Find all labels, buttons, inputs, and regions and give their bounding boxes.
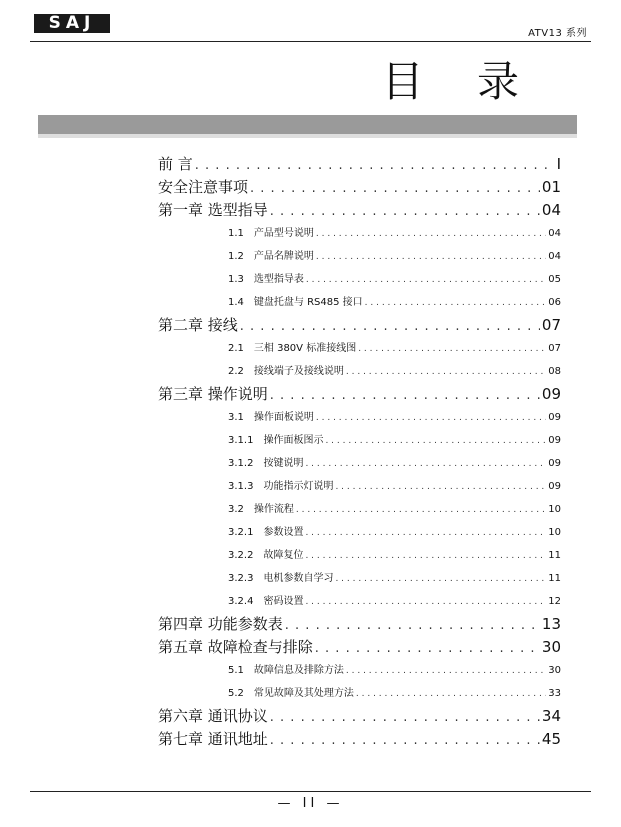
page-title: 目 录 bbox=[381, 57, 539, 106]
toc-entry-label: 第五章 故障检查与排除 bbox=[158, 638, 313, 656]
toc-section-number: 3.2.1 bbox=[228, 527, 254, 538]
toc-dot-leader bbox=[316, 223, 546, 245]
toc-entry-title bbox=[228, 475, 333, 498]
title-band bbox=[38, 115, 577, 134]
toc-entry-label: 按键说明 bbox=[263, 458, 304, 469]
toc-entry-label: 安全注意事项 bbox=[158, 178, 249, 196]
toc-page-number: 10 bbox=[548, 504, 561, 515]
toc-section-number: 2.1 bbox=[228, 343, 244, 354]
toc-entry-label: 第二章 接线 bbox=[158, 316, 238, 334]
toc-section-row[interactable] bbox=[158, 475, 561, 498]
toc-entry-title bbox=[228, 544, 303, 567]
toc-section-number: 3.2 bbox=[228, 504, 244, 515]
footer-divider bbox=[30, 791, 591, 792]
toc-dot-leader bbox=[356, 683, 546, 705]
toc-entry-title bbox=[228, 245, 314, 268]
toc-entry-title bbox=[228, 406, 314, 429]
toc-page-number: 12 bbox=[548, 596, 561, 607]
toc-page-number: 10 bbox=[548, 527, 561, 538]
toc-entry-label: 故障信息及排除方法 bbox=[253, 665, 344, 676]
toc-dot-leader bbox=[346, 660, 546, 682]
toc-page-number: 30 bbox=[541, 638, 561, 656]
toc-page-number: I bbox=[556, 155, 561, 173]
toc-dot-leader bbox=[195, 154, 555, 176]
toc-entry-title bbox=[228, 268, 304, 291]
toc-section-number: 5.2 bbox=[228, 688, 244, 699]
toc-entry-label: 三相 380V 标准接线图 bbox=[253, 343, 357, 354]
toc-entry-title bbox=[228, 498, 294, 521]
toc-section-row[interactable] bbox=[158, 245, 561, 268]
toc-section-row[interactable] bbox=[158, 429, 561, 452]
toc-section-number: 3.1 bbox=[228, 412, 244, 423]
toc-page-number: 01 bbox=[541, 178, 561, 196]
toc-entry-title bbox=[228, 659, 344, 682]
toc-entry-label: 故障复位 bbox=[263, 550, 304, 561]
toc-section-number: 1.2 bbox=[228, 251, 244, 262]
toc-chapter-row[interactable] bbox=[158, 383, 561, 406]
toc-entry-label: 操作流程 bbox=[253, 504, 294, 515]
toc-dot-leader bbox=[365, 292, 547, 314]
saj-logo: SAJ bbox=[34, 14, 110, 33]
toc-dot-leader bbox=[305, 453, 546, 475]
toc-page-number: 07 bbox=[548, 343, 561, 354]
toc-chapter-row[interactable] bbox=[158, 613, 561, 636]
toc-entry-label: 操作面板图示 bbox=[263, 435, 324, 446]
toc-entry-label: 前 言 bbox=[158, 155, 193, 173]
toc-page-number: 04 bbox=[548, 228, 561, 239]
toc-section-row[interactable] bbox=[158, 268, 561, 291]
header-divider bbox=[30, 41, 591, 42]
toc-entry-label: 功能指示灯说明 bbox=[263, 481, 334, 492]
toc-page-number: 09 bbox=[548, 435, 561, 446]
toc-entry-title bbox=[158, 705, 268, 728]
toc-entry-title bbox=[158, 153, 193, 176]
toc-entry-title bbox=[158, 199, 268, 222]
toc-chapter-row[interactable] bbox=[158, 199, 561, 222]
toc-section-row[interactable] bbox=[158, 452, 561, 475]
toc-entry-label: 电机参数自学习 bbox=[263, 573, 334, 584]
toc-page-number: 08 bbox=[548, 366, 561, 377]
toc-dot-leader bbox=[316, 246, 546, 268]
toc-page-number: 09 bbox=[541, 385, 561, 403]
toc-entry-title bbox=[228, 360, 344, 383]
table-of-contents bbox=[158, 153, 561, 751]
toc-section-row[interactable] bbox=[158, 360, 561, 383]
toc-page-number: 04 bbox=[541, 201, 561, 219]
toc-entry-title bbox=[228, 291, 363, 314]
toc-entry-title bbox=[158, 314, 238, 337]
toc-dot-leader bbox=[270, 384, 540, 406]
toc-section-number: 3.1.1 bbox=[228, 435, 254, 446]
toc-entry-title bbox=[228, 452, 303, 475]
title-band-shadow bbox=[38, 134, 577, 138]
toc-entry-title bbox=[228, 429, 323, 452]
toc-section-row[interactable] bbox=[158, 222, 561, 245]
toc-dot-leader bbox=[296, 499, 546, 521]
toc-entry-title bbox=[228, 567, 333, 590]
toc-page-number: 09 bbox=[548, 481, 561, 492]
product-series-label: ATV13 系列 bbox=[528, 28, 587, 39]
toc-page-number: 11 bbox=[548, 573, 561, 584]
toc-section-row[interactable] bbox=[158, 521, 561, 544]
toc-entry-title bbox=[228, 222, 314, 245]
toc-entry-title bbox=[228, 590, 303, 613]
toc-entry-label: 键盘托盘与 RS485 接口 bbox=[253, 297, 363, 308]
toc-entry-label: 第六章 通讯协议 bbox=[158, 707, 268, 725]
toc-page-number: 04 bbox=[548, 251, 561, 262]
toc-entry-title bbox=[228, 682, 354, 705]
toc-page-number: 13 bbox=[541, 615, 561, 633]
toc-entry-label: 接线端子及接线说明 bbox=[253, 366, 344, 377]
toc-dot-leader bbox=[335, 476, 546, 498]
toc-dot-leader bbox=[250, 177, 540, 199]
toc-chapter-row[interactable] bbox=[158, 636, 561, 659]
toc-dot-leader bbox=[315, 637, 540, 659]
toc-page-number: 05 bbox=[548, 274, 561, 285]
toc-section-row[interactable] bbox=[158, 682, 561, 705]
toc-dot-leader bbox=[346, 361, 546, 383]
toc-entry-title bbox=[158, 383, 268, 406]
toc-chapter-row[interactable] bbox=[158, 176, 561, 199]
toc-section-row[interactable] bbox=[158, 498, 561, 521]
toc-dot-leader bbox=[305, 591, 546, 613]
toc-page-number: 07 bbox=[541, 316, 561, 334]
toc-entry-label: 第三章 操作说明 bbox=[158, 385, 268, 403]
toc-dot-leader bbox=[316, 407, 546, 429]
toc-page-number: 30 bbox=[548, 665, 561, 676]
toc-section-number: 3.2.3 bbox=[228, 573, 254, 584]
toc-entry-title bbox=[228, 337, 356, 360]
toc-entry-label: 第七章 通讯地址 bbox=[158, 730, 268, 748]
toc-dot-leader bbox=[305, 522, 546, 544]
toc-section-number: 3.2.4 bbox=[228, 596, 254, 607]
toc-page-number: 06 bbox=[548, 297, 561, 308]
toc-section-number: 3.1.3 bbox=[228, 481, 254, 492]
toc-section-row[interactable] bbox=[158, 567, 561, 590]
toc-entry-label: 第四章 功能参数表 bbox=[158, 615, 283, 633]
toc-section-row[interactable] bbox=[158, 406, 561, 429]
toc-dot-leader bbox=[285, 614, 540, 636]
toc-section-number: 1.4 bbox=[228, 297, 244, 308]
toc-dot-leader bbox=[306, 269, 546, 291]
toc-section-row[interactable] bbox=[158, 659, 561, 682]
page-number: — II — bbox=[277, 796, 344, 811]
toc-entry-label: 第一章 选型指导 bbox=[158, 201, 268, 219]
toc-chapter-row[interactable] bbox=[158, 728, 561, 751]
toc-section-row[interactable] bbox=[158, 291, 561, 314]
toc-page-number: 09 bbox=[548, 458, 561, 469]
toc-dot-leader bbox=[240, 315, 540, 337]
toc-page-number: 09 bbox=[548, 412, 561, 423]
toc-section-number: 3.1.2 bbox=[228, 458, 254, 469]
toc-entry-label: 选型指导表 bbox=[253, 274, 304, 285]
toc-chapter-row[interactable] bbox=[158, 314, 561, 337]
toc-page-number: 11 bbox=[548, 550, 561, 561]
toc-section-number: 1.3 bbox=[228, 274, 244, 285]
toc-page-number: 33 bbox=[548, 688, 561, 699]
toc-page-number: 45 bbox=[541, 730, 561, 748]
toc-section-number: 3.2.2 bbox=[228, 550, 254, 561]
toc-entry-title bbox=[228, 521, 303, 544]
toc-entry-label: 产品名牌说明 bbox=[253, 251, 314, 262]
toc-dot-leader bbox=[305, 545, 546, 567]
toc-dot-leader bbox=[335, 568, 546, 590]
toc-entry-title bbox=[158, 636, 313, 659]
toc-section-row[interactable] bbox=[158, 590, 561, 613]
toc-chapter-row[interactable] bbox=[158, 705, 561, 728]
toc-entry-label: 常见故障及其处理方法 bbox=[253, 688, 354, 699]
toc-dot-leader bbox=[358, 338, 546, 360]
toc-dot-leader bbox=[270, 200, 540, 222]
toc-dot-leader bbox=[270, 729, 540, 751]
toc-entry-label: 操作面板说明 bbox=[253, 412, 314, 423]
toc-entry-label: 参数设置 bbox=[263, 527, 304, 538]
toc-dot-leader bbox=[270, 706, 540, 728]
toc-entry-title bbox=[158, 613, 283, 636]
toc-chapter-row[interactable] bbox=[158, 153, 561, 176]
toc-entry-label: 密码设置 bbox=[263, 596, 304, 607]
toc-entry-label: 产品型号说明 bbox=[253, 228, 314, 239]
toc-entry-title bbox=[158, 728, 268, 751]
toc-page-number: 34 bbox=[541, 707, 561, 725]
toc-section-number: 5.1 bbox=[228, 665, 244, 676]
toc-section-row[interactable] bbox=[158, 544, 561, 567]
toc-section-row[interactable] bbox=[158, 337, 561, 360]
toc-section-number: 1.1 bbox=[228, 228, 244, 239]
toc-section-number: 2.2 bbox=[228, 366, 244, 377]
toc-dot-leader bbox=[325, 430, 546, 452]
toc-entry-title bbox=[158, 176, 248, 199]
